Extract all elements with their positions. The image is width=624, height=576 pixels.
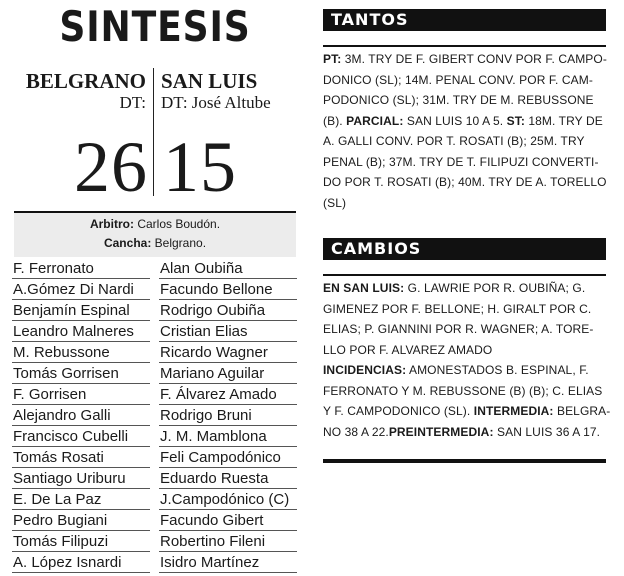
tantos-text [323,49,606,213]
away-player: Ricardo Wagner [159,342,297,363]
cambios-label: EN SAN LUIS: [323,281,405,295]
home-player: Francisco Cubelli [12,426,150,447]
cambios-line [323,299,606,320]
away-player: Robertino Fileni [159,531,297,552]
cambios-text [323,278,611,442]
page-title: SINTESIS [59,2,251,51]
home-player: E. De La Paz [12,489,150,510]
bottom-rule [323,459,606,463]
tantos-line [323,90,606,111]
team-divider [153,68,154,196]
cambios-run: FERRONATO Y M. REBUSSONE (B) (B); C. ELIAS [323,383,603,398]
away-player: Cristian Elias [159,321,297,342]
cambios-line [323,422,606,443]
tantos-run: PENAL (B); 37M. TRY DE T. FILIPUZI CONVERTI- [323,154,599,169]
away-player: J. M. Mamblona [159,426,297,447]
cambios-line [323,319,606,340]
cambios-label: PREINTERMEDIA: [388,424,494,439]
cambios-run: BELGRA- [553,404,611,418]
cambios-run: LLO POR F. ALVAREZ AMADO [323,342,493,357]
home-player: F. Ferronato [12,258,150,279]
cambios-label: INCIDENCIAS: [323,363,407,377]
away-score: 15 [163,127,237,207]
home-player: M. Rebussone [12,342,150,363]
tantos-label: ST: [506,113,525,128]
referee-name: Carlos Boudón. [137,217,221,231]
away-player: Eduardo Ruesta [159,468,297,489]
cambios-rule [323,274,606,276]
tantos-line [323,131,606,152]
away-coach: DT: José Altube [161,93,271,112]
away-player: Rodrigo Bruni [159,405,297,426]
home-player: F. Gorrisen [12,384,150,405]
tantos-label: PT: [323,52,342,66]
tantos-run: (SL) [323,195,347,210]
home-player: A. López Isnardi [12,552,150,573]
cambios-line [323,278,606,299]
home-player: Tomás Filipuzi [12,531,150,552]
tantos-run: PODONICO (SL); 31M. TRY DE M. REBUSSONE [323,93,594,107]
tantos-line [323,193,606,214]
tantos-line [323,172,606,193]
tantos-run: SAN LUIS 10 A 5. [403,113,507,128]
cambios-run: G. LAWRIE POR R. OUBIÑA; G. [404,281,586,295]
tantos-rule [323,45,606,47]
home-player: Pedro Bugiani [12,510,150,531]
venue-name: Belgrano. [154,236,207,250]
away-player: Mariano Aguilar [159,363,297,384]
cambios-section [323,238,611,442]
home-player: Alejandro Galli [12,405,150,426]
away-player: Alan Oubiña [159,258,297,279]
away-player: Facundo Gibert [159,510,297,531]
cambios-label: INTERMEDIA: [473,404,554,418]
tantos-heading: TANTOS [323,9,606,31]
tantos-section [323,9,606,213]
tantos-run: (B). [323,113,347,128]
home-roster [12,258,150,573]
tantos-line [323,70,606,91]
venue-label: Cancha: [103,236,152,250]
tantos-line [323,111,606,132]
home-player: Tomás Rosati [12,447,150,468]
away-team-name: SAN LUIS [161,69,258,93]
tantos-run: 3M. TRY DE F. GIBERT CONV POR F. CAMPO- [341,52,607,66]
away-player: F. Álvarez Amado [159,384,297,405]
away-player: Facundo Bellone [159,279,297,300]
cambios-heading: CAMBIOS [323,238,606,260]
home-player: A.Gómez Di Nardi [12,279,150,300]
cambios-line [323,360,606,381]
cambios-run: ELIAS; P. GIANNINI POR R. WAGNER; A. TORE- [323,322,594,336]
home-score: 26 [74,127,148,207]
cambios-run: NO 38 A 22. [323,424,389,439]
away-player: J.Campodónico (C) [159,489,297,510]
away-player: Rodrigo Oubiña [159,300,297,321]
tantos-run: DONICO (SL); 14M. PENAL CONV. POR F. CAM- [323,72,593,87]
cambios-line [323,381,606,402]
officials-box [14,211,296,257]
cambios-line [323,340,606,361]
away-player: Isidro Martínez [159,552,297,573]
home-coach: DT: [119,93,146,112]
tantos-label: PARCIAL: [346,113,404,128]
away-roster [159,258,297,573]
tantos-run: 18M. TRY DE [524,113,603,128]
tantos-run: A. GALLI CONV. POR T. ROSATI (B); 25M. TRY [323,134,585,148]
home-team-name: BELGRANO [25,69,146,93]
home-player: Tomás Gorrisen [12,363,150,384]
cambios-run: Y F. CAMPODONICO (SL). [323,404,474,418]
tantos-run: DO POR T. ROSATI (B); 40M. TRY DE A. TORELLO [323,175,607,189]
home-player: Santiago Uriburu [12,468,150,489]
cambios-run: AMONESTADOS B. ESPINAL, F. [406,363,589,377]
venue-line [14,234,296,253]
home-player: Benjamín Espinal [12,300,150,321]
referee-line [14,215,296,234]
away-player: Feli Campodónico [159,447,297,468]
tantos-line [323,49,606,70]
referee-label: Arbitro: [89,217,134,231]
home-player: Leandro Malneres [12,321,150,342]
tantos-line [323,152,606,173]
cambios-run: SAN LUIS 36 A 17. [493,424,601,439]
cambios-run: GIMENEZ POR F. BELLONE; H. GIRALT POR C. [323,301,592,316]
cambios-line [323,401,611,422]
